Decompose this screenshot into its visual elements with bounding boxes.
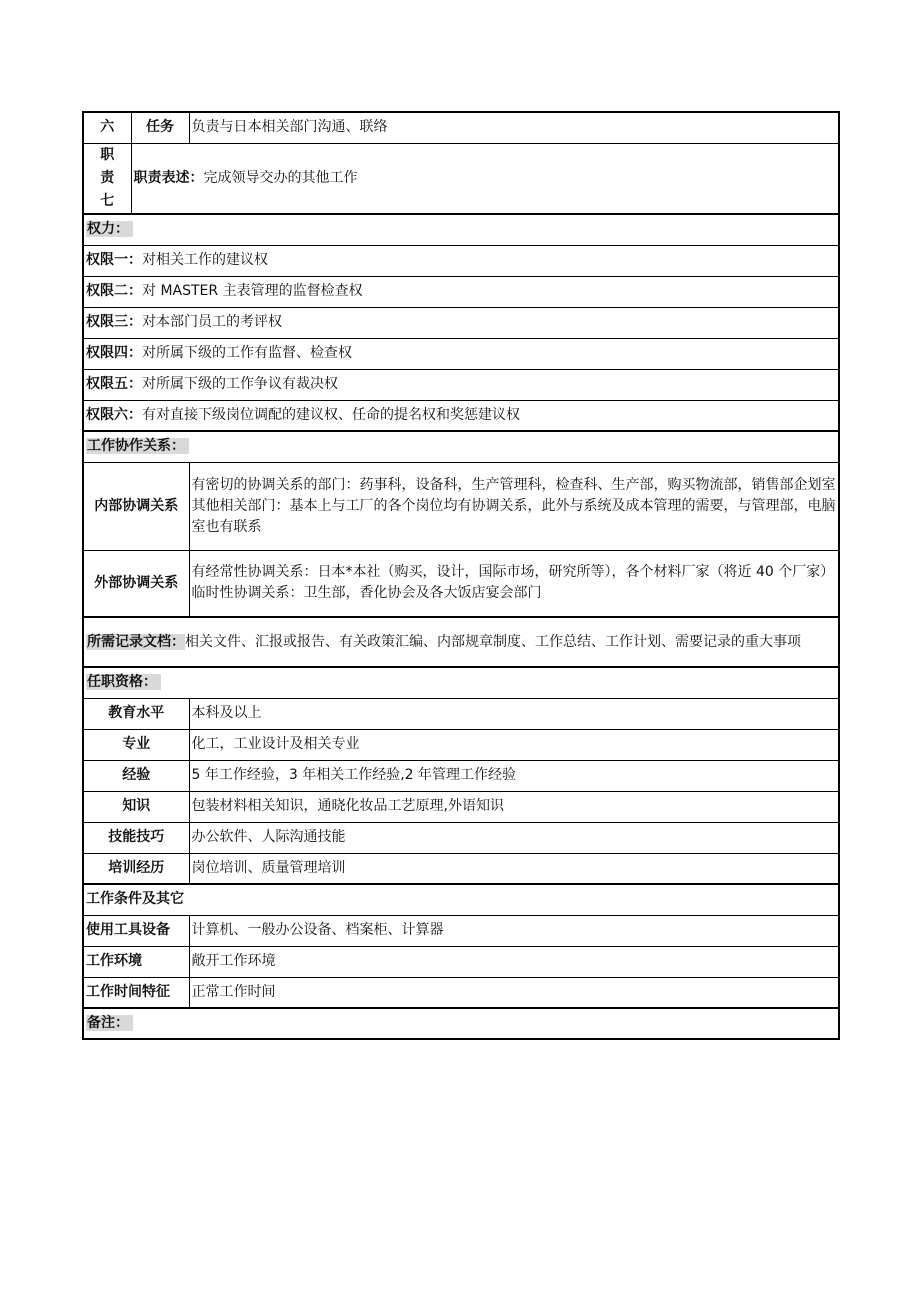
qualification-label: 经验 <box>83 760 189 791</box>
conditions-row <box>83 915 839 946</box>
qualification-value: 化工，工业设计及相关专业 <box>189 729 839 760</box>
remarks-heading: 备注： <box>86 1015 133 1031</box>
duty-six-number: 六 <box>83 112 131 143</box>
qualification-row <box>83 760 839 791</box>
job-description-document <box>82 111 838 1040</box>
duty-seven-char: 责 <box>100 169 115 186</box>
qualification-row <box>83 822 839 853</box>
qualification-heading: 任职资格： <box>86 674 161 690</box>
records-text: 相关文件、汇报或报告、有关政策汇编、内部规章制度、工作总结、工作计划、需要记录的重大事项 <box>185 633 801 650</box>
authority-label: 权限三： <box>86 314 142 330</box>
authority-row <box>83 338 839 369</box>
records-label: 所需记录文档： <box>87 633 185 650</box>
conditions-row <box>83 977 839 1008</box>
external-cooperation-line: 临时性协调关系：卫生部，香化协会及各大饭店宴会部门 <box>191 585 542 602</box>
duty-six-label: 任务 <box>131 112 189 143</box>
authority-text: 对本部门员工的考评权 <box>142 314 282 330</box>
qualification-row <box>83 791 839 822</box>
qualification-heading-row <box>83 667 839 698</box>
qualification-value: 5 年工作经验，3 年相关工作经验,2 年管理工作经验 <box>189 760 839 791</box>
duty-six-text: 负责与日本相关部门沟通、联络 <box>189 112 839 143</box>
authority-row <box>83 369 839 400</box>
cooperation-heading: 工作协作关系： <box>86 438 189 454</box>
records-content <box>83 617 839 667</box>
duty-seven-char: 七 <box>100 192 115 209</box>
authority-label: 权限四： <box>86 345 142 361</box>
qualification-label: 培训经历 <box>83 853 189 884</box>
qualification-value: 岗位培训、质量管理培训 <box>189 853 839 884</box>
external-cooperation-label: 外部协调关系 <box>83 550 189 617</box>
duty-seven-row <box>83 143 839 214</box>
authority-row <box>83 307 839 338</box>
duty-seven-label: 职责表述： <box>133 169 204 186</box>
authority-text: 有对直接下级岗位调配的建议权、任命的提名权和奖惩建议权 <box>142 406 520 423</box>
external-cooperation-row <box>83 550 839 617</box>
qualification-row <box>83 853 839 884</box>
authority-text: 对所属下级的工作争议有裁决权 <box>142 376 338 392</box>
authority-text: 对相关工作的建议权 <box>142 252 268 268</box>
qualification-value: 包装材料相关知识，通晓化妆品工艺原理,外语知识 <box>189 791 839 822</box>
authority-text: 对 MASTER 主表管理的监督检查权 <box>142 283 363 299</box>
internal-cooperation-label: 内部协调关系 <box>83 462 189 550</box>
conditions-label: 使用工具设备 <box>83 915 189 946</box>
records-row <box>83 617 839 667</box>
qualification-row <box>83 698 839 729</box>
authority-heading: 权力： <box>86 221 133 237</box>
conditions-heading: 工作条件及其它 <box>83 884 839 915</box>
cooperation-heading-row <box>83 431 839 462</box>
external-cooperation-line: 有经常性协调关系：日本*本社（购买，设计，国际市场，研究所等），各个材料厂家（将近 40 个厂家） <box>191 564 835 581</box>
authority-text: 对所属下级的工作有监督、检查权 <box>142 345 352 361</box>
duty-seven-char: 职 <box>100 146 115 163</box>
conditions-label: 工作时间特征 <box>83 977 189 1008</box>
authority-row <box>83 245 839 276</box>
qualification-value: 办公软件、人际沟通技能 <box>189 822 839 853</box>
authority-label: 权限五： <box>86 376 142 392</box>
qualification-label: 知识 <box>83 791 189 822</box>
conditions-label: 工作环境 <box>83 946 189 977</box>
external-cooperation-content <box>189 550 839 617</box>
remarks-row <box>83 1008 839 1039</box>
qualification-value: 本科及以上 <box>189 698 839 729</box>
conditions-value: 正常工作时间 <box>189 977 839 1008</box>
duty-seven-number <box>83 143 131 214</box>
duty-seven-text: 完成领导交办的其他工作 <box>203 169 358 186</box>
internal-cooperation-row <box>83 462 839 550</box>
qualification-label: 教育水平 <box>83 698 189 729</box>
internal-cooperation-content <box>189 462 839 550</box>
conditions-value: 计算机、一般办公设备、档案柜、计算器 <box>189 915 839 946</box>
job-description-table <box>82 111 840 1040</box>
authority-label: 权限二： <box>86 283 142 299</box>
authority-row <box>83 400 839 431</box>
conditions-heading-row <box>83 884 839 915</box>
conditions-value: 敞开工作环境 <box>189 946 839 977</box>
internal-cooperation-line: 有密切的协调关系的部门：药事科，设备科，生产管理科，检查科、生产部，购买物流部，销售部企划室 <box>191 476 836 493</box>
qualification-label: 专业 <box>83 729 189 760</box>
qualification-row <box>83 729 839 760</box>
duty-seven-content <box>131 143 839 214</box>
authority-label: 权限一： <box>86 252 142 268</box>
qualification-label: 技能技巧 <box>83 822 189 853</box>
conditions-row <box>83 946 839 977</box>
duty-six-row <box>83 112 839 143</box>
authority-row <box>83 276 839 307</box>
internal-cooperation-line: 其他相关部门：基本上与工厂的各个岗位均有协调关系，此外与系统及成本管理的需要，与管理部，电脑室也有联系 <box>191 497 836 535</box>
authority-heading-row <box>83 214 839 245</box>
authority-label: 权限六： <box>86 406 142 423</box>
